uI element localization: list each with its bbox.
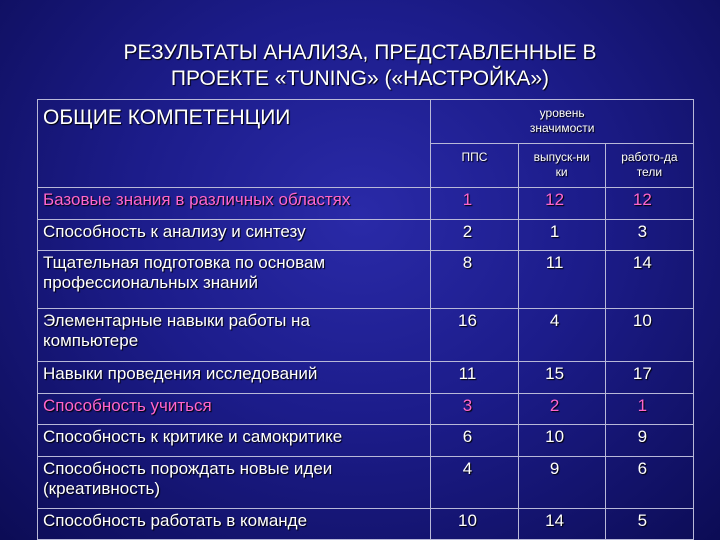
- pps-value-cell: 6: [431, 425, 518, 457]
- competency-name-line1: Способность к критике и самокритике: [43, 427, 343, 447]
- competency-name-cell: [38, 425, 431, 457]
- pps-value-cell: 2: [431, 219, 518, 251]
- competency-name-cell: [38, 309, 431, 362]
- column-header-line1: ППС: [461, 149, 488, 164]
- column-header-line1: выпуск-ни: [533, 149, 590, 164]
- competency-name-line1: Элементарные навыки работы на: [43, 311, 310, 331]
- pps-value-cell: 1: [431, 188, 518, 220]
- column-header-line1: работо-да: [621, 149, 678, 164]
- competency-name-line1: Базовые знания в различных областях: [43, 190, 351, 210]
- table-row: [38, 509, 694, 540]
- table-row: [38, 219, 694, 251]
- competency-name-line1: Навыки проведения исследований: [43, 364, 318, 384]
- employers-value-cell: 14: [605, 251, 693, 309]
- competency-name-line2: (креативность): [43, 478, 161, 498]
- graduates-value-cell: 12: [518, 188, 605, 220]
- competency-name-line1: Способность работать в команде: [43, 511, 308, 531]
- employers-value-cell: 6: [605, 456, 693, 509]
- employers-value-cell: 10: [605, 309, 693, 362]
- competency-name-line1: Способность учиться: [43, 395, 212, 415]
- competency-name-cell: [38, 188, 431, 220]
- table-row: [38, 188, 694, 220]
- competency-name-line1: Тщательная подготовка по основам: [43, 253, 326, 273]
- competency-name-cell: [38, 393, 431, 425]
- pps-value-cell: 4: [431, 456, 518, 509]
- pps-value-cell: 10: [431, 509, 518, 540]
- employers-value-cell: 9: [605, 425, 693, 457]
- pps-value-cell: 11: [431, 362, 518, 394]
- slide-title-line2: ПРОЕКТЕ «TUNING» («НАСТРОЙКА»): [170, 67, 550, 90]
- competency-name-line1: Способность порождать новые идеи: [43, 458, 333, 478]
- column-header-pps: [431, 143, 518, 188]
- competency-name-cell: [38, 509, 431, 540]
- table-row: [38, 362, 694, 394]
- pps-value-cell: 8: [431, 251, 518, 309]
- competency-name-cell: [38, 219, 431, 251]
- competency-name-cell: [38, 456, 431, 509]
- graduates-value-cell: 1: [518, 219, 605, 251]
- employers-value-cell: 1: [605, 393, 693, 425]
- graduates-value-cell: 4: [518, 309, 605, 362]
- table-row: [38, 456, 694, 509]
- employers-value-cell: 17: [605, 362, 693, 394]
- employers-value-cell: 5: [605, 509, 693, 540]
- graduates-value-cell: 14: [518, 509, 605, 540]
- table-row: [38, 251, 694, 309]
- competency-name-cell: [38, 362, 431, 394]
- graduates-value-cell: 11: [518, 251, 605, 309]
- table-row: [38, 309, 694, 362]
- graduates-value-cell: 9: [518, 456, 605, 509]
- graduates-value-cell: 2: [518, 393, 605, 425]
- competency-name-cell: [38, 251, 431, 309]
- competencies-table: [37, 99, 694, 540]
- competency-name-line2: компьютере: [43, 331, 139, 351]
- pps-value-cell: 3: [431, 393, 518, 425]
- graduates-value-cell: 15: [518, 362, 605, 394]
- slide-title-line1: РЕЗУЛЬТАТЫ АНАЛИЗА, ПРЕДСТАВЛЕННЫЕ В: [123, 41, 597, 64]
- table-header-row: [38, 100, 694, 144]
- column-header-employers: [605, 143, 693, 188]
- employers-value-cell: 3: [605, 219, 693, 251]
- graduates-value-cell: 10: [518, 425, 605, 457]
- table-row: [38, 393, 694, 425]
- table-row: [38, 425, 694, 457]
- group-header-cell: [431, 100, 694, 144]
- employers-value-cell: 12: [605, 188, 693, 220]
- competency-name-line1: Способность к анализу и синтезу: [43, 221, 306, 241]
- competency-name-line2: профессиональных знаний: [43, 273, 258, 293]
- slide-title: [0, 40, 720, 92]
- group-header-line1: уровень: [539, 106, 585, 120]
- column-header-line2: тели: [636, 164, 663, 179]
- pps-value-cell: 16: [431, 309, 518, 362]
- column-header-line2: ки: [555, 164, 568, 179]
- main-header-cell: ОБЩИЕ КОМПЕТЕНЦИИ: [38, 100, 431, 188]
- group-header-line2: значимости: [529, 121, 595, 135]
- column-header-graduates: [518, 143, 605, 188]
